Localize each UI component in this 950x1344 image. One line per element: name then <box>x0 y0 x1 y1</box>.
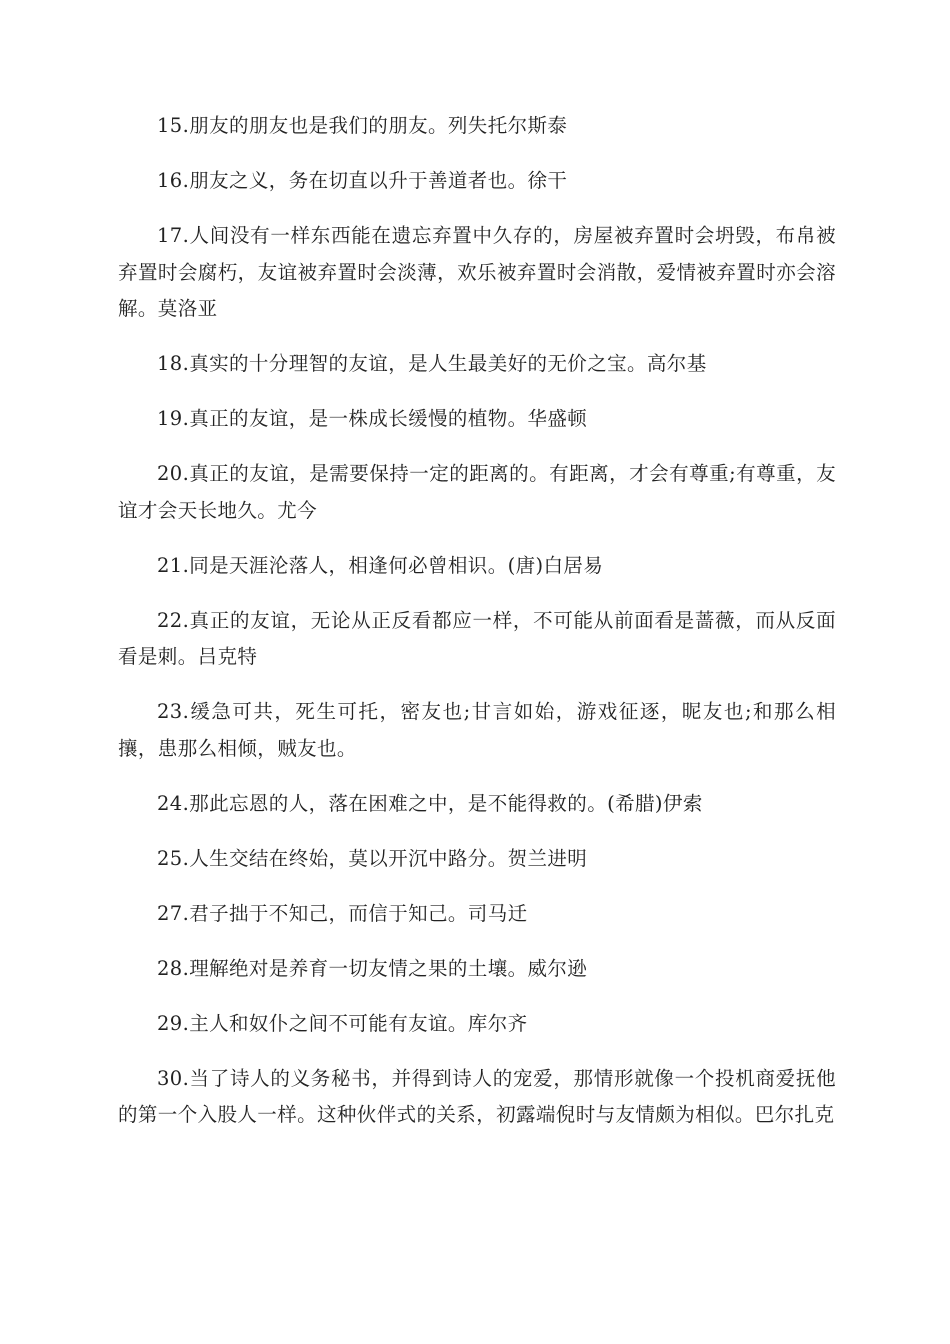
quote-19: 19.真正的友谊，是一株成长缓慢的植物。华盛顿 <box>157 407 588 430</box>
quote-17: 17.人间没有一样东西能在遗忘弃置中久存的，房屋被弃置时会坍毁，布帛被弃置时会腐朽，友谊被弃置时会淡薄，欢乐被弃置时会消散，爱情被弃置时亦会溶解。莫洛亚 <box>118 224 836 320</box>
quote-25: 25.人生交结在终始，莫以开沉中路分。贺兰进明 <box>157 846 588 870</box>
quote-29: 29.主人和奴仆之间不可能有友谊。库尔齐 <box>157 1011 528 1035</box>
document-page <box>118 108 836 1152</box>
quote-20: 20.真正的友谊，是需要保持一定的距离的。有距离，才会有尊重;有尊重，友谊才会天长地久。尤今 <box>118 462 836 522</box>
quote-27: 27.君子拙于不知己，而信于知己。司马迁 <box>157 901 528 925</box>
quote-28: 28.理解绝对是养育一切友情之果的土壤。威尔逊 <box>157 956 588 980</box>
quote-24: 24.那此忘恩的人，落在困难之中，是不能得救的。(希腊)伊索 <box>157 791 703 815</box>
quote-21: 21.同是天涯沦落人，相逢何必曾相识。(唐)白居易 <box>157 553 604 577</box>
quote-16: 16.朋友之义，务在切直以升于善道者也。徐干 <box>157 169 568 192</box>
quote-30: 30.当了诗人的义务秘书，并得到诗人的宠爱，那情形就像一个投机商爱抚他的第一个入股人一样。这种伙伴式的关系，初露端倪时与友情颇为相似。巴尔扎克 <box>118 1066 836 1126</box>
quote-23: 23.缓急可共，死生可托，密友也;甘言如始，游戏征逐，昵友也;和那么相攘，患那么相倾，贼友也。 <box>118 700 836 760</box>
quote-15: 15.朋友的朋友也是我们的朋友。列失托尔斯泰 <box>157 114 568 137</box>
quote-18: 18.真实的十分理智的友谊，是人生最美好的无价之宝。高尔基 <box>157 352 707 375</box>
quote-22: 22.真正的友谊，无论从正反看都应一样，不可能从前面看是蔷薇，而从反面看是刺。吕克特 <box>118 608 836 668</box>
